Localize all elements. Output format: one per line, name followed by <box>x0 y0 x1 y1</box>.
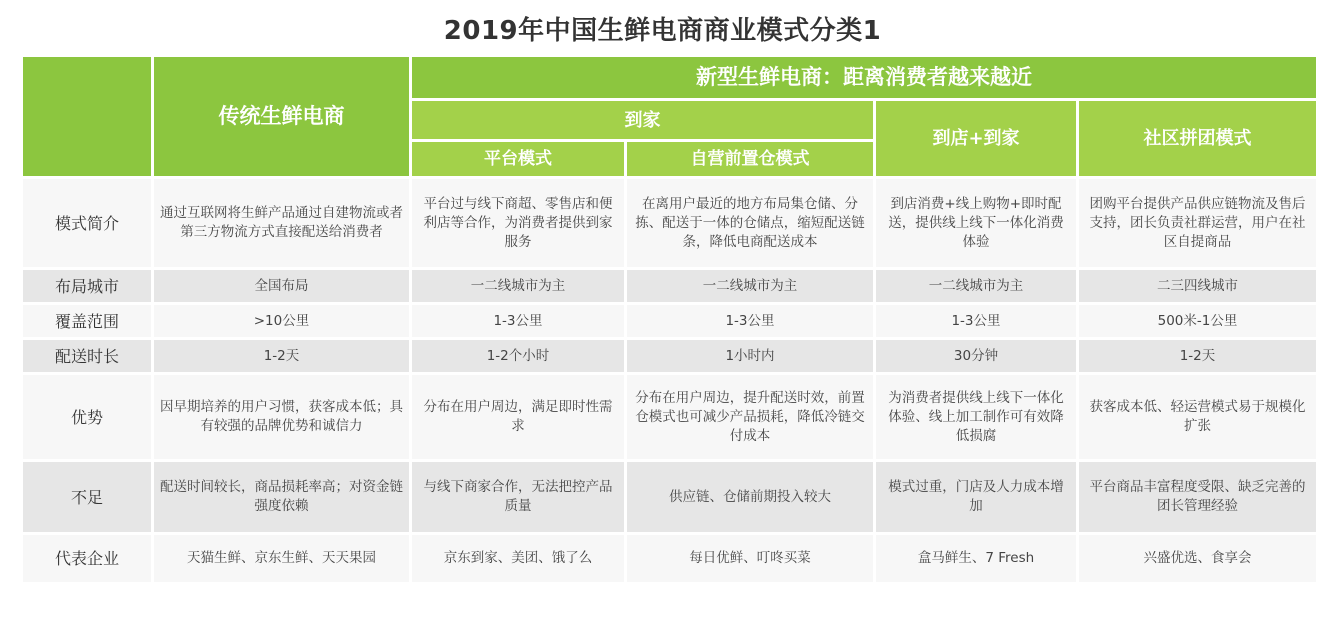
header-platform: 平台模式 <box>412 142 624 176</box>
table-cell: 30分钟 <box>876 340 1076 372</box>
row-label: 覆盖范围 <box>23 305 151 337</box>
table-cell: 京东到家、美团、饿了么 <box>412 535 624 582</box>
header-self-warehouse: 自营前置仓模式 <box>627 142 873 176</box>
table-cell: 获客成本低、轻运营模式易于规模化扩张 <box>1079 375 1316 459</box>
header-corner <box>23 57 151 176</box>
table-cell: 1-3公里 <box>876 305 1076 337</box>
table-cell: 分布在用户周边，提升配送时效，前置仓模式也可减少产品损耗，降低冷链交付成本 <box>627 375 873 459</box>
table-cell: 平台过与线下商超、零售店和便利店等合作，为消费者提供到家服务 <box>412 179 624 267</box>
table-cell: 500米-1公里 <box>1079 305 1316 337</box>
row-label: 优势 <box>23 375 151 459</box>
table-cell: 1-2个小时 <box>412 340 624 372</box>
table-cell: 配送时间较长，商品损耗率高；对资金链强度依赖 <box>154 462 409 532</box>
table-cell: 因早期培养的用户习惯，获客成本低；具有较强的品牌优势和诚信力 <box>154 375 409 459</box>
table-cell: 天猫生鲜、京东生鲜、天天果园 <box>154 535 409 582</box>
table-cell: 每日优鲜、叮咚买菜 <box>627 535 873 582</box>
row-label: 配送时长 <box>23 340 151 372</box>
table-cell: 1-2天 <box>1079 340 1316 372</box>
table-cell: 供应链、仓储前期投入较大 <box>627 462 873 532</box>
table-cell: 模式过重，门店及人力成本增加 <box>876 462 1076 532</box>
row-label: 代表企业 <box>23 535 151 582</box>
table-cell: 一二线城市为主 <box>412 270 624 302</box>
table-cell: 到店消费+线上购物+即时配送，提供线上线下一体化消费体验 <box>876 179 1076 267</box>
table-cell: 1-3公里 <box>627 305 873 337</box>
header-to-home: 到家 <box>412 101 873 139</box>
page-title: 2019年中国生鲜电商商业模式分类1 <box>443 16 882 46</box>
table-cell: 兴盛优选、食享会 <box>1079 535 1316 582</box>
business-model-table <box>20 54 1319 585</box>
table-cell: 全国布局 <box>154 270 409 302</box>
table-cell: 分布在用户周边，满足即时性需求 <box>412 375 624 459</box>
table-cell: 一二线城市为主 <box>627 270 873 302</box>
header-community: 社区拼团模式 <box>1079 101 1316 176</box>
table-cell: 盒马鲜生、7 Fresh <box>876 535 1076 582</box>
table-cell: 通过互联网将生鲜产品通过自建物流或者第三方物流方式直接配送给消费者 <box>154 179 409 267</box>
table-cell: >10公里 <box>154 305 409 337</box>
header-new-type: 新型生鲜电商：距离消费者越来越近 <box>412 57 1316 98</box>
table-cell: 二三四线城市 <box>1079 270 1316 302</box>
row-label: 布局城市 <box>23 270 151 302</box>
table-cell: 平台商品丰富程度受限、缺乏完善的团长管理经验 <box>1079 462 1316 532</box>
header-store-home: 到店+到家 <box>876 101 1076 176</box>
table-cell: 1-2天 <box>154 340 409 372</box>
table-cell: 与线下商家合作，无法把控产品质量 <box>412 462 624 532</box>
table-cell: 在离用户最近的地方布局集仓储、分拣、配送于一体的仓储点，缩短配送链条，降低电商配送成本 <box>627 179 873 267</box>
table-cell: 1小时内 <box>627 340 873 372</box>
row-label: 不足 <box>23 462 151 532</box>
table-cell: 1-3公里 <box>412 305 624 337</box>
table-cell: 一二线城市为主 <box>876 270 1076 302</box>
table-cell: 为消费者提供线上线下一体化体验、线上加工制作可有效降低损腐 <box>876 375 1076 459</box>
header-traditional: 传统生鲜电商 <box>154 57 409 176</box>
row-label: 模式简介 <box>23 179 151 267</box>
table-cell: 团购平台提供产品供应链物流及售后支持，团长负责社群运营，用户在社区自提商品 <box>1079 179 1316 267</box>
